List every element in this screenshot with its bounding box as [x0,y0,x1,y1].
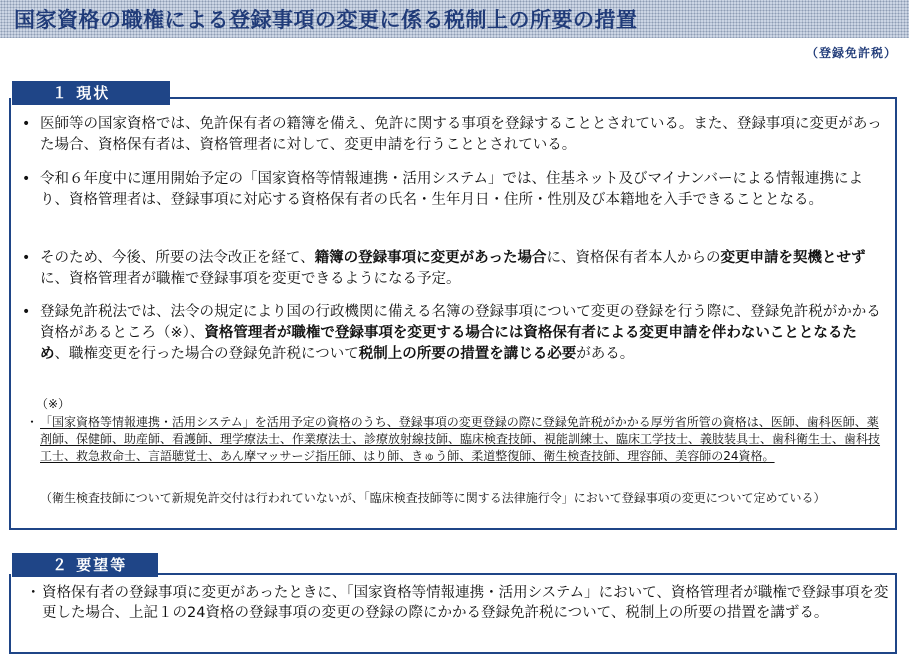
note-qualifications-text: 「国家資格等情報連携・活用システム」を活用予定の資格のうち、登録事項の変更登録の際に登録免許税がかかる厚労省所管の資格は、医師、歯科医師、薬剤師、保健師、助産師、看護師、理学療法士、作業療法士、診療放射線技師、臨床検査技師、視能訓練士、臨床工学技士、義肢装具士、歯科衛生士、歯科技工士、救急救命士、言語聴覚士、あん摩マッサージ指圧師、はり師、きゅう師、柔道整復師、衛生検査技師、理容師、美容師の24資格。 [40,415,881,463]
section1-bullet-3 [22,248,882,290]
bullet-text: に、資格保有者本人からの [546,250,721,266]
bullet-text: 登録免許税法では、法令の規定により国の行政機関に備える名簿の登録事項について変更の登録を行う際に、登録免許税がかかる資格があるところ（※）、 [40,304,881,341]
page-title: 国家資格の職権による登録事項の変更に係る税制上の所要の措置 [14,8,638,32]
bullet-text: 令和６年度中に運用開始予定の「国家資格等情報連携・活用システム」では、住基ネット及びマイナンバーによる情報連携により、資格管理者は、登録事項に対応する資格保有者の氏名・生年月日・住所・性別及び本籍地を入手できることとなる。 [40,171,864,208]
bullet-text: 医師等の国家資格では、免許保有者の籍簿を備え、免許に関する事項を登録することとされている。また、登録事項に変更があった場合、資格保有者は、資格管理者に対して、変更申請を行うこととされている。 [40,116,882,153]
bullet-emphasis: 籍簿の登録事項に変更があった場合 [314,250,547,266]
page-subtitle: （登録免許税） [805,46,897,60]
bullet-emphasis: 税制上の所要の措置を講じる必要 [358,346,577,362]
section2-heading: ２ 要望等 [12,553,158,577]
section2-text: ・ 資格保有者の登録事項に変更があったときに、「国家資格等情報連携・活用システム」において、資格管理者が職権で登録事項を変更した場合、上記１の24資格の登録事項の変更の登録の際にかかる登録免許税について、税制上の所要の措置を講ずる。 [28,583,894,623]
bullet-emphasis: 資格管理者が職権で登録事項を変更する場合には資格保有者による変更申請を伴わないこととなるため [40,325,857,362]
section1-bullet-2 [22,169,882,211]
title-band [0,0,909,38]
section1-bullet-1 [22,114,882,156]
bullet-emphasis: 変更申請を契機とせず [720,250,866,266]
note-sub: （衛生検査技師について新規免許交付は行われていないが、「臨床検査技師等に関する法律施行令」において登録事項の変更について定めている） [40,491,826,505]
bullet-text: がある。 [576,346,635,362]
bullet-text: に、資格管理者が職権で登録事項を変更できるようになる予定。 [40,271,461,287]
bullet-text: そのため、今後、所要の法令改正を経て、 [40,250,315,266]
section1-heading: １ 現状 [12,81,170,105]
bullet-text: 、職権変更を行った場合の登録免許税について [54,346,359,362]
note-qualifications [28,414,884,465]
note-mark: （※） [36,397,71,411]
section1-bullet-4 [22,302,882,365]
